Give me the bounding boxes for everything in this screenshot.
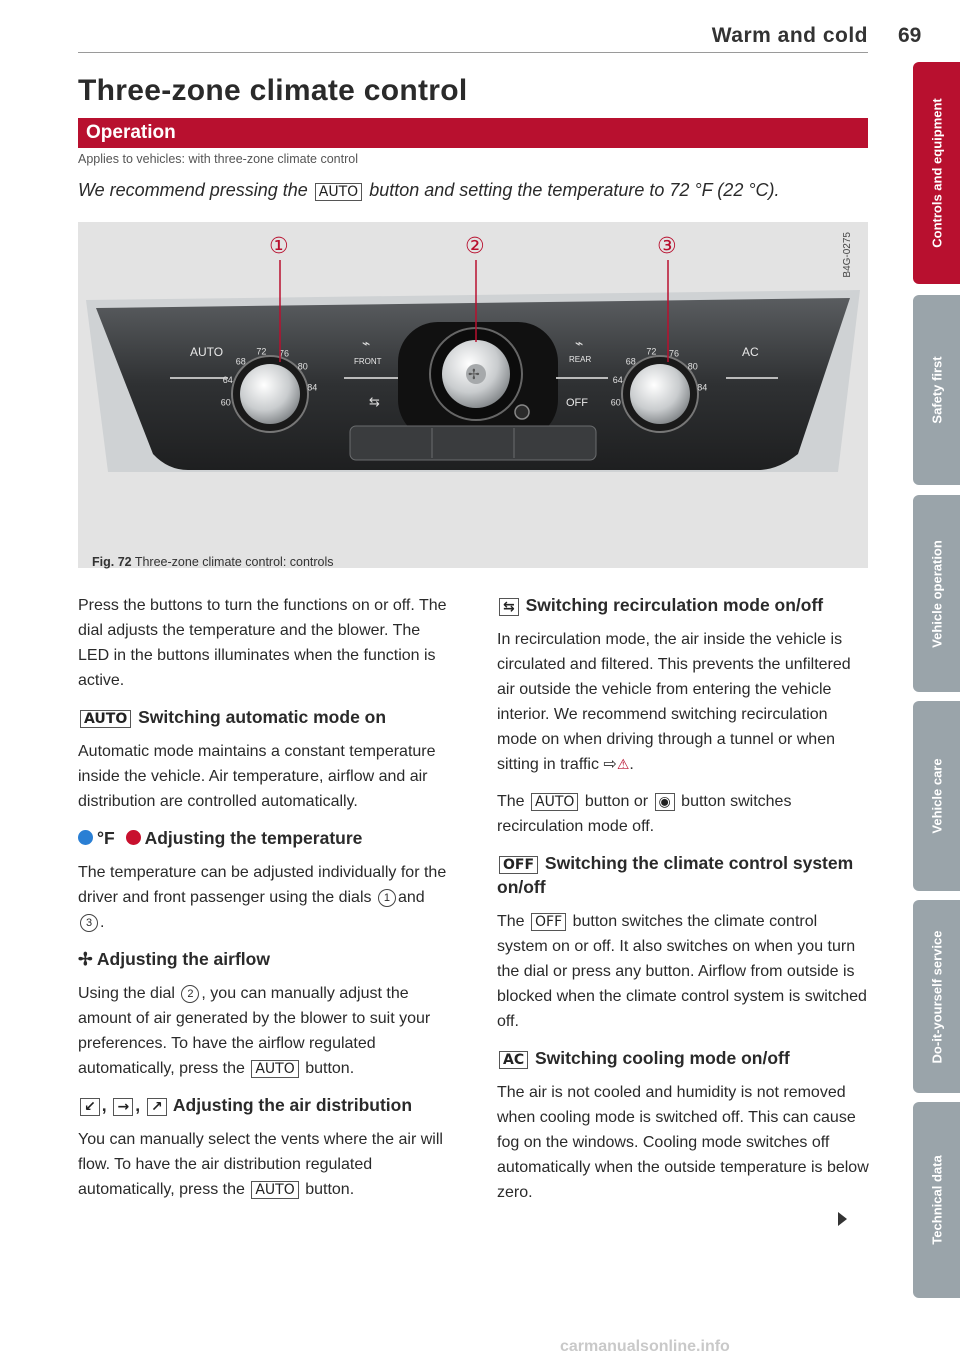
left-column (78, 593, 450, 1214)
section-banner (78, 118, 868, 148)
right-column (497, 593, 869, 1217)
auto-key: AUTO (531, 793, 578, 811)
tab-do-it-yourself-service[interactable] (913, 900, 960, 1093)
recirculation-icon: ⇆ (369, 395, 380, 410)
recirculation-body: In recirculation mode, the air inside the vehicle is circulated and filtered. This prevents the unfiltered air outside the vehicle from entering the vehicle interior. We recommend switching recirculation mode on when driving through a tunnel or when sitting in traffic (497, 631, 851, 773)
panel-rear-label: REAR (569, 355, 592, 364)
continued-arrow-icon (838, 1212, 847, 1226)
distribution-heading: ↙ , → , ↗ Adjusting the air distribution (78, 1093, 450, 1117)
recirculation-off-text (497, 789, 869, 839)
intro-text: Press the buttons to turn the functions on or off. The dial adjusts the temperature and the blower. The LED in the buttons illuminates when the function is active. (78, 597, 447, 689)
scale-label: 84 (697, 382, 708, 393)
scale-label: 76 (279, 348, 290, 359)
distribution-pre: You can manually select the vents where the air will flow. To have the air distribution regulated automatically, press the (78, 1131, 443, 1198)
airflow-post: button. (305, 1060, 355, 1077)
temperature-text-pre: The temperature can be adjusted individually for the driver and front passenger using the dials (78, 864, 447, 906)
recirculation-icon: ⇆ (499, 598, 519, 616)
scale-label: 68 (235, 356, 246, 367)
recommendation (78, 180, 780, 201)
temperature-text (78, 860, 450, 935)
applicability-note: Applies to vehicles: with three-zone climate control (78, 152, 358, 166)
off-heading-text: Switching the climate control system on/off (497, 853, 854, 897)
scale-label: 84 (307, 382, 318, 393)
panel-ac-label: AC (742, 345, 759, 359)
callout-3: ③ (657, 234, 677, 259)
recommendation-pre: We recommend pressing the (78, 180, 308, 200)
rear-defrost-icon: ⌁ (575, 336, 584, 352)
tab-safety-first[interactable] (913, 295, 960, 485)
tab-label: Vehicle care (929, 758, 944, 834)
auto-heading-text: Switching automatic mode on (138, 707, 387, 727)
airflow-heading-text: Adjusting the airflow (96, 949, 270, 969)
figure-caption-label: Fig. 72 (92, 555, 132, 569)
auto-key: AUTO (251, 1060, 298, 1078)
tab-label: Technical data (929, 1155, 944, 1245)
temp-unit: °F (97, 828, 115, 848)
warning-icon: ⚠ (616, 756, 630, 772)
tab-vehicle-operation[interactable] (913, 495, 960, 692)
off-key: OFF (531, 913, 566, 931)
ac-key: AC (499, 1051, 528, 1069)
callout-2: ② (465, 234, 485, 259)
figure-caption-text: Three-zone climate control: controls (134, 555, 334, 569)
airflow-heading (78, 947, 450, 971)
airflow-pre: Using the dial (78, 985, 175, 1002)
fresh-air-icon: ◉ (655, 793, 675, 811)
distribution-heading-text: Adjusting the air distribution (172, 1095, 413, 1115)
distribution-post: button. (305, 1181, 355, 1198)
figure-climate-control (78, 222, 868, 568)
section-banner-label: Operation (86, 122, 176, 143)
airflow-mid: , you can manually adjust the amount of air generated by the blower to suit your preferences. To have the airflow regulated automatically, press the (78, 985, 431, 1077)
recirculation-heading (497, 593, 869, 617)
reference-arrow: ⇨ (603, 756, 617, 773)
watermark: carmanualsonline.info (560, 1338, 730, 1355)
auto-key: AUTO (315, 183, 362, 201)
tab-label: Safety first (929, 356, 944, 424)
fan-icon: ✢ (78, 949, 93, 969)
panel-auto-label: AUTO (190, 345, 224, 359)
tab-label: Do-it-yourself service (929, 930, 944, 1063)
page-number: 69 (898, 24, 922, 47)
scale-label: 80 (687, 361, 698, 372)
off-text-post: button switches the climate control system on or off. It also switches on when you turn the dial or press any button. Airflow from outside is blocked when the climate control system is switched off. (497, 913, 867, 1030)
callout-1: ① (269, 234, 289, 259)
scale-label: 64 (612, 375, 623, 385)
off-text (497, 909, 869, 1034)
recirc-off-pre: The (497, 793, 525, 810)
scale-label: 80 (297, 361, 308, 372)
temperature-heading (78, 826, 450, 850)
dial-2-ref: 2 (181, 985, 199, 1003)
auto-text: Automatic mode maintains a constant temperature inside the vehicle. Air temperature, airflow and air distribution are controlled automatically. (78, 743, 436, 810)
running-header-section: Warm and cold (711, 24, 868, 47)
fan-icon: ✢ (468, 367, 480, 383)
tab-label: Controls and equipment (929, 98, 944, 248)
front-defrost-icon: ⌁ (362, 336, 371, 352)
off-key: OFF (499, 856, 538, 874)
panel-front-label: FRONT (354, 357, 382, 366)
center-vent-icon: → (113, 1098, 133, 1116)
temperature-heading-text: Adjusting the temperature (144, 828, 363, 848)
temp-and: and (397, 889, 425, 906)
figure-caption (92, 555, 334, 569)
panel-off-label: OFF (566, 397, 588, 409)
scale-label: 64 (222, 375, 233, 385)
scale-label: 72 (256, 346, 267, 357)
footwell-vent-icon: ↙ (80, 1098, 100, 1116)
off-heading (497, 851, 869, 899)
auto-key: AUTO (80, 710, 131, 728)
off-text-pre: The (497, 913, 525, 930)
red-dot-icon (126, 830, 141, 845)
scale-label: 72 (646, 346, 657, 357)
header-rule (78, 52, 868, 53)
dial-3-ref: 3 (80, 914, 98, 932)
recirculation-heading-text: Switching recirculation mode on/off (525, 595, 824, 615)
distribution-text (78, 1127, 450, 1202)
temp-end: . (100, 914, 105, 931)
scale-label: 76 (669, 348, 680, 359)
auto-key: AUTO (251, 1181, 298, 1199)
figure-code: B4G-0275 (842, 232, 853, 278)
auto-heading (78, 705, 450, 729)
dial-1-ref: 1 (378, 889, 396, 907)
recirculation-text: In recirculation mode, the air inside the vehicle is circulated and filtered. This prevents the unfiltered air outside the vehicle from entering the vehicle interior. We recommend switching recirculation mode on when driving through a tunnel or when sitting in traffic ⇨⚠. (497, 627, 869, 777)
airflow-text (78, 981, 450, 1081)
recommendation-post: button and setting the temperature to 72 °F (22 °C). (369, 180, 780, 200)
tab-technical-data[interactable] (913, 1102, 960, 1298)
windshield-vent-icon: ↗ (147, 1098, 167, 1116)
scale-label: 60 (220, 397, 231, 408)
recirc-off-mid: button or (584, 793, 649, 810)
scale-label: 68 (625, 356, 636, 367)
ac-heading-text: Switching cooling mode on/off (534, 1048, 790, 1068)
ac-heading (497, 1046, 869, 1070)
tab-label: Vehicle operation (929, 539, 944, 648)
ac-text: The air is not cooled and humidity is not removed when cooling mode is switched off. This can cause fog on the windows. Cooling mode switches off automatically when the outside temperature is below zero. (497, 1084, 869, 1201)
page-title: Three-zone climate control (78, 74, 468, 107)
tab-vehicle-care[interactable] (913, 701, 960, 891)
tab-controls-and-equipment[interactable] (913, 62, 960, 284)
climate-panel-illustration (78, 222, 868, 568)
recirc-off-post: button switches recirculation mode off. (497, 793, 792, 835)
blue-dot-icon (78, 830, 93, 845)
scale-label: 60 (610, 397, 621, 408)
